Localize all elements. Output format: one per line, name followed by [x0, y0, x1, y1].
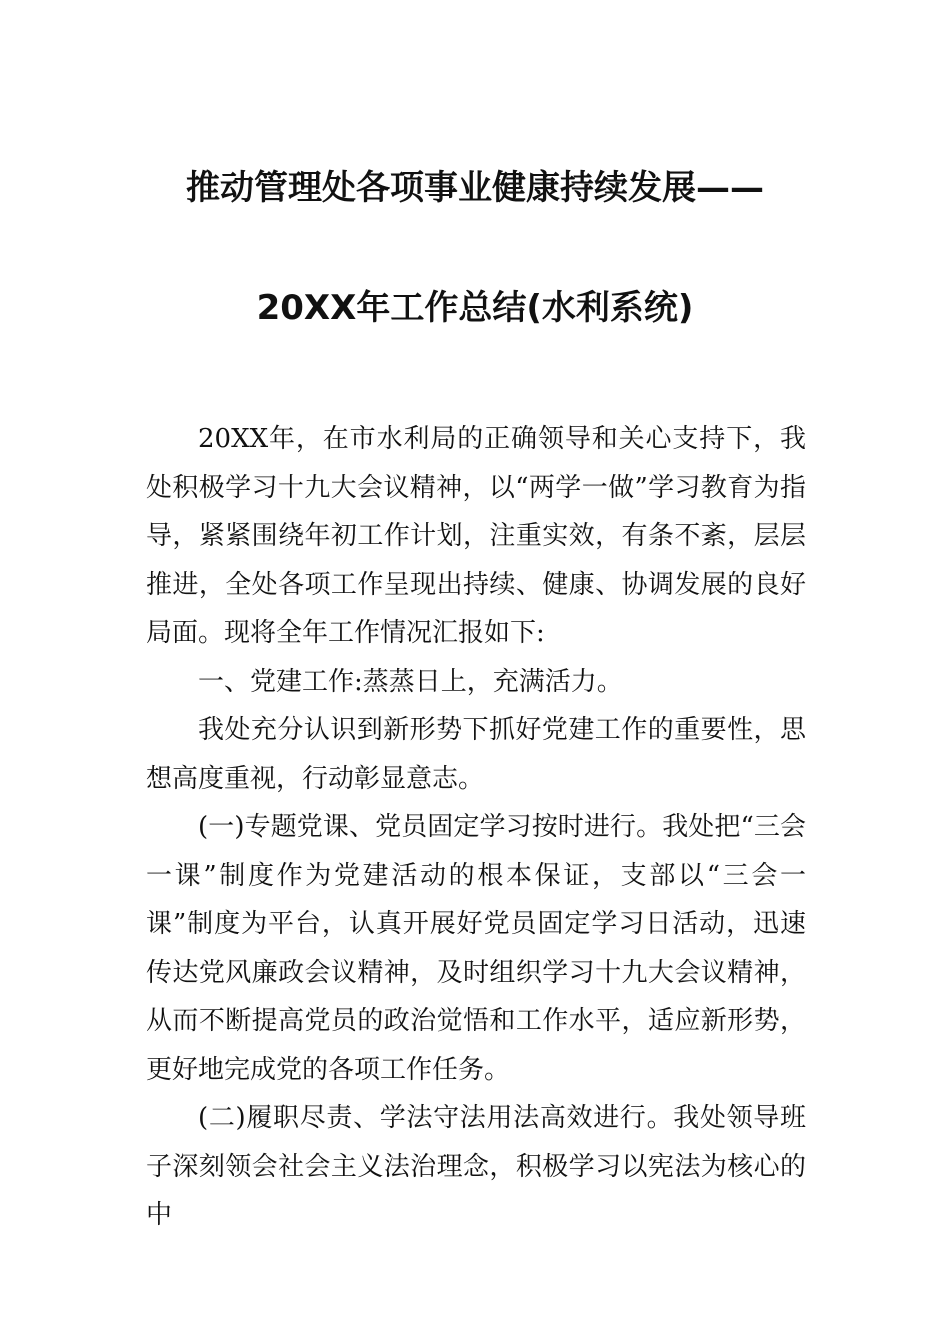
paragraph-party-building: 我处充分认识到新形势下抓好党建工作的重要性，思想高度重视，行动彰显意志。 [146, 715, 806, 794]
document-title-line-1: 推动管理处各项事业健康持续发展—— [186, 168, 764, 208]
section-heading-party-building: 一、党建工作:蒸蒸日上，充满活力。 [198, 666, 623, 697]
document-body [146, 415, 806, 1240]
paragraph-subsection-1: (一)专题党课、党员固定学习按时进行。我处把“三会一课”制度作为党建活动的根本保证，支部以“三会一课”制度为平台，认真开展好党员固定学习日活动，迅速传达党风廉政会议精神，及时组织学习十九大会议精神，从而不断提高党员的政治觉悟和工作水平，适应新形势，更好地完成党的各项工作任务。 [146, 812, 806, 1085]
document-title-line-2: 20XX年工作总结(水利系统) [256, 288, 694, 328]
paragraph-subsection-2: (二)履职尽责、学法守法用法高效进行。我处领导班子深刻领会社会主义法治理念，积极学习以宪法为核心的中 [146, 1103, 806, 1230]
paragraph-intro: 20XX年，在市水利局的正确领导和关心支持下，我处积极学习十九大会议精神，以“两学一做”学习教育为指导，紧紧围绕年初工作计划，注重实效，有条不紊，层层推进，全处各项工作呈现出持续、健康、协调发展的良好局面。现将全年工作情况汇报如下: [146, 424, 806, 648]
